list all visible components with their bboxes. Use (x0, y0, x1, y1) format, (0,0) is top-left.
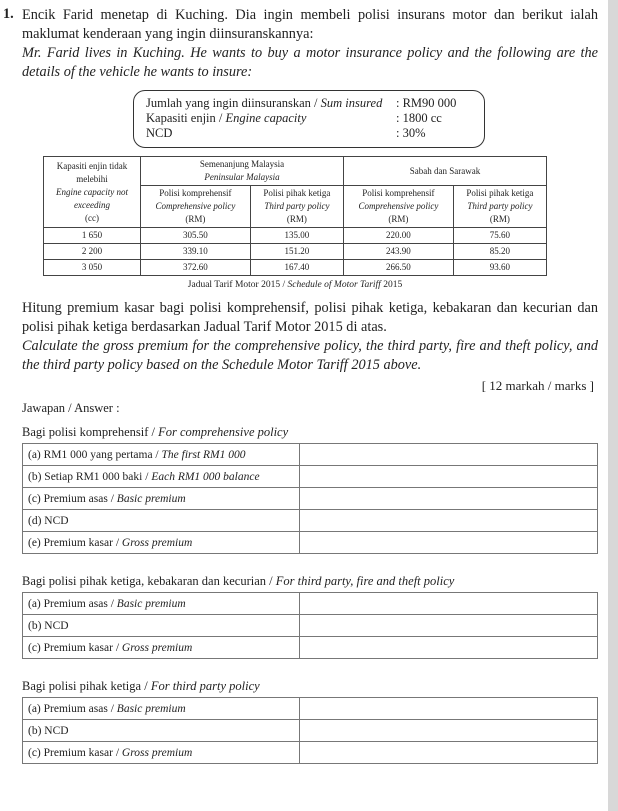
detail-value: : 30% (396, 126, 426, 140)
table-caption: Jadual Tarif Motor 2015 / Schedule of Motor Tariff 2015 (187, 280, 403, 290)
section-title: Bagi polisi komprehensif / For comprehensive policy (22, 425, 289, 439)
task-english: Calculate the gross premium for the comprehensive policy, the third party, fire and theft policy, and the third party policy based on the Schedule Motor Tariff 2015 above. (22, 338, 598, 373)
tariff-cell: 1 650 (44, 228, 141, 244)
answer-row (23, 742, 598, 764)
section-title: Bagi polisi pihak ketiga / For third party policy (22, 679, 260, 693)
answer-row-label: (c) Premium kasar / Gross premium (23, 637, 300, 659)
tariff-cell: 93.60 (453, 260, 546, 276)
answer-row-label: (c) Premium kasar / Gross premium (23, 742, 300, 764)
answer-field[interactable] (300, 615, 598, 637)
answer-row (23, 488, 598, 510)
answer-row-label: (a) RM1 000 yang pertama / The first RM1 000 (23, 444, 300, 466)
answer-row (23, 444, 598, 466)
answer-field[interactable] (300, 637, 598, 659)
tariff-cell: 135.00 (250, 228, 343, 244)
motor-tariff-table: Kapasiti enjin tidak melebihi Engine capacity not exceeding (cc) Semenanjung Malaysia Peninsular Malaysia Sabah dan Sarawak Polisi komprehensif Comprehensive policy (RM) Polisi pihak ketiga Third party policy (RM) Polisi komprehensif Comprehensive policy (RM) Polisi pihak ketiga Third party policy (RM) 1 650 305.50 135.00 220.00 75.60 2 200 339.10 151.20 243.90 85.20 3 050 372.60 167.40 266.50 93.60 (43, 156, 547, 276)
tariff-cell: 220.00 (343, 228, 453, 244)
tariff-row (44, 228, 547, 244)
detail-value: : 1800 cc (396, 111, 442, 125)
answer-row-label: (c) Premium asas / Basic premium (23, 488, 300, 510)
answer-row (23, 466, 598, 488)
answer-row-label: (b) NCD (23, 720, 300, 742)
answer-row (23, 532, 598, 554)
answer-table (22, 443, 598, 554)
answer-row (23, 637, 598, 659)
answer-label: Jawapan / Answer : (22, 401, 120, 415)
answer-row-label: (d) NCD (23, 510, 300, 532)
answer-sections (22, 423, 598, 764)
answer-section (22, 677, 598, 764)
tariff-cell: 2 200 (44, 244, 141, 260)
answer-row-label: (a) Premium asas / Basic premium (23, 593, 300, 615)
tariff-cell: 372.60 (141, 260, 251, 276)
question-english: Mr. Farid lives in Kuching. He wants to buy a motor insurance policy and the following are the details of the vehicle he wants to insure: (22, 45, 598, 80)
tariff-cell: 167.40 (250, 260, 343, 276)
answer-section (22, 572, 598, 659)
tariff-row (44, 260, 547, 276)
answer-field[interactable] (300, 444, 598, 466)
detail-engine-capacity: Kapasiti enjin / Engine capacity : 1800 cc (146, 111, 442, 125)
answer-field[interactable] (300, 532, 598, 554)
question-number: 1. (3, 6, 14, 22)
tariff-cell: 75.60 (453, 228, 546, 244)
answer-field[interactable] (300, 510, 598, 532)
answer-row-label: (b) NCD (23, 615, 300, 637)
detail-value: : RM90 000 (396, 96, 457, 110)
tariff-cell: 266.50 (343, 260, 453, 276)
tariff-row (44, 244, 547, 260)
answer-field[interactable] (300, 698, 598, 720)
answer-row (23, 510, 598, 532)
answer-field[interactable] (300, 720, 598, 742)
answer-field[interactable] (300, 742, 598, 764)
vehicle-details-box (133, 90, 485, 148)
answer-section (22, 423, 598, 554)
detail-ncd: NCD : 30% (146, 126, 426, 140)
answer-row-label: (a) Premium asas / Basic premium (23, 698, 300, 720)
answer-table (22, 697, 598, 764)
tariff-cell: 3 050 (44, 260, 141, 276)
answer-row (23, 720, 598, 742)
answer-row (23, 593, 598, 615)
question-malay: Encik Farid menetap di Kuching. Dia ingin membeli polisi insurans motor dan berikut ialah maklumat kenderaan yang ingin diinsuranskannya: (22, 7, 598, 42)
marks: [ 12 markah / marks ] (481, 378, 594, 393)
answer-row (23, 698, 598, 720)
answer-row-label: (e) Premium kasar / Gross premium (23, 532, 300, 554)
answer-field[interactable] (300, 488, 598, 510)
tariff-cell: 339.10 (141, 244, 251, 260)
answer-row-label: (b) Setiap RM1 000 baki / Each RM1 000 balance (23, 466, 300, 488)
answer-field[interactable] (300, 466, 598, 488)
task-malay: Hitung premium kasar bagi polisi komprehensif, polisi pihak ketiga, kebakaran dan kecurian dan polisi pihak ketiga berdasarkan Jadual Tarif Motor 2015 di atas. (22, 300, 598, 335)
answer-field[interactable] (300, 593, 598, 615)
tariff-cell: 243.90 (343, 244, 453, 260)
detail-sum-insured: Jumlah yang ingin diinsuranskan / Sum insured : RM90 000 (146, 96, 457, 110)
answer-table (22, 592, 598, 659)
tariff-cell: 305.50 (141, 228, 251, 244)
answer-row (23, 615, 598, 637)
tariff-cell: 151.20 (250, 244, 343, 260)
section-title: Bagi polisi pihak ketiga, kebakaran dan kecurian / For third party, fire and theft policy (22, 574, 455, 588)
tariff-cell: 85.20 (453, 244, 546, 260)
